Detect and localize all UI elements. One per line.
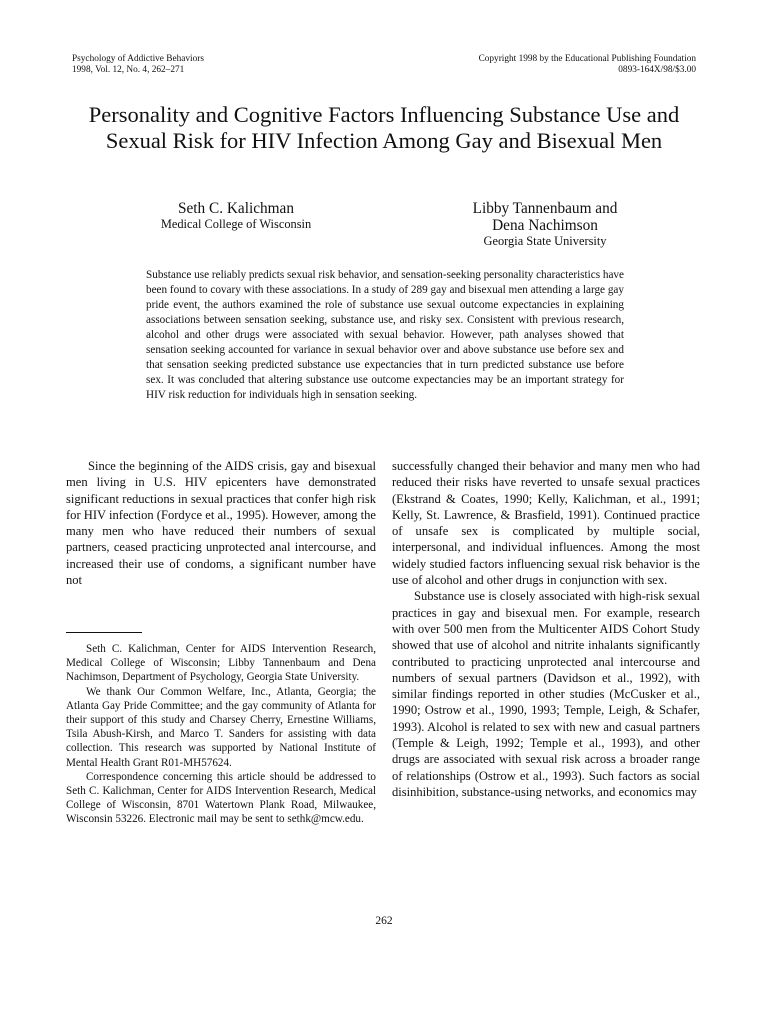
journal-citation: 1998, Vol. 12, No. 4, 262–271 — [72, 65, 185, 75]
footnote-paragraph: Seth C. Kalichman, Center for AIDS Intervention Research, Medical College of Wisconsin; Libby Tannenbaum and Dena Nachimson, Department of Psychology, Georgia State University. — [66, 643, 376, 684]
body-paragraph: Since the beginning of the AIDS crisis, gay and bisexual men living in U.S. HIV epicenters have demonstrated significant reductions in sexual practices that confer high risk for HIV infection (Fordyce et al., 1995). However, among the many men who have reduced their numbers of sexual partners, ceased practicing unprotected anal intercourse, and increased their use of condoms, a significant number have not — [66, 459, 376, 588]
body-paragraph: successfully changed their behavior and many men who had reduced their risks have reverted to unsafe sexual practices (Ekstrand & Coates, 1990; Kelly, Kalichman, et al., 1991; Kelly, St. Lawrence, & Brasfield, 1991). Continued practice of unsafe sex is complicated by multiple social, interpersonal, and individual influences. Among the most widely studied factors influencing sexual risk behavior is the use of alcohol and other drugs in conjunction with sex. — [392, 459, 700, 588]
body-paragraph: Substance use is closely associated with high-risk sexual practices in gay and bisexual men. For example, research with over 500 men from the Multicenter AIDS Cohort Study showed that use of alcohol and nitrite inhalants significantly contributed to practicing unprotected anal intercourse and numbers of sexual partners (Davidson et al., 1992), with similar findings reported in other studies (McCusker et al., 1990; Ostrow et al., 1990, 1993; Temple, Leigh, & Schafer, 1993). Alcohol is related to sex with new and casual partners (Temple & Leigh, 1992; Temple et al., 1993), and other drugs are associated with sexual risk across a broader range of relationships (Ostrow et al., 1993). Such factors as social disinhibition, substance-using networks, and economics may — [392, 589, 700, 799]
author-note — [66, 642, 376, 827]
author-name: Libby Tannenbaum and — [472, 200, 618, 217]
author-affiliation: Georgia State University — [483, 234, 607, 248]
footnote-rule — [66, 632, 142, 633]
running-header-right — [479, 54, 696, 76]
body-column-right — [392, 458, 700, 800]
footnote-paragraph: Correspondence concerning this article should be addressed to Seth C. Kalichman, Center for AIDS Intervention Research, Medical College of Wisconsin, 8701 Watertown Plank Road, Milwaukee, Wisconsin 53226. Electronic mail may be sent to sethk@mcw.edu. — [66, 770, 376, 826]
body-column-left — [66, 458, 376, 588]
author-block-2 — [440, 200, 650, 249]
author-name: Seth C. Kalichman — [178, 200, 294, 217]
journal-name: Psychology of Addictive Behaviors — [72, 54, 204, 64]
issn-line: 0893-164X/98/$3.00 — [618, 65, 696, 75]
author-name: Dena Nachimson — [492, 217, 598, 234]
page-number: 262 — [375, 915, 393, 927]
footnote-paragraph: We thank Our Common Welfare, Inc., Atlanta, Georgia; the Atlanta Gay Pride Committee; and the gay community of Atlanta for their support of this study and Charsey Cherry, Ernestine Williams, Tsila Abush-Kirsh, and Marco T. Sanders for assisting with data collection. This research was supported by National Institute of Mental Health Grant R01-MH57624. — [66, 685, 376, 769]
running-header-left — [72, 54, 204, 76]
author-block-1 — [112, 200, 360, 232]
article-title: Personality and Cognitive Factors Influencing Substance Use and Sexual Risk for HIV Infection Among Gay and Bisexual Men — [88, 102, 680, 153]
copyright-line: Copyright 1998 by the Educational Publishing Foundation — [478, 54, 696, 64]
author-affiliation: Medical College of Wisconsin — [160, 217, 312, 231]
abstract: Substance use reliably predicts sexual risk behavior, and sensation-seeking personality characteristics have been found to covary with these associations. In a study of 289 gay and bisexual men attending a large gay pride event, the authors examined the role of substance use sexual outcome expectancies in explaining associations between sensation seeking, substance use, and risky sex. Consistent with previous research, alcohol and other drugs were associated with sexual behavior. However, path analyses showed that sensation seeking accounted for variance in sexual behavior over and above substance use before sex and that sensation seeking predicted substance use expectancies that in turn predicted substance use before sex. It was concluded that altering substance use outcome expectancies may be an important strategy for HIV risk reduction for individuals high in sensation seeking. — [146, 269, 624, 402]
